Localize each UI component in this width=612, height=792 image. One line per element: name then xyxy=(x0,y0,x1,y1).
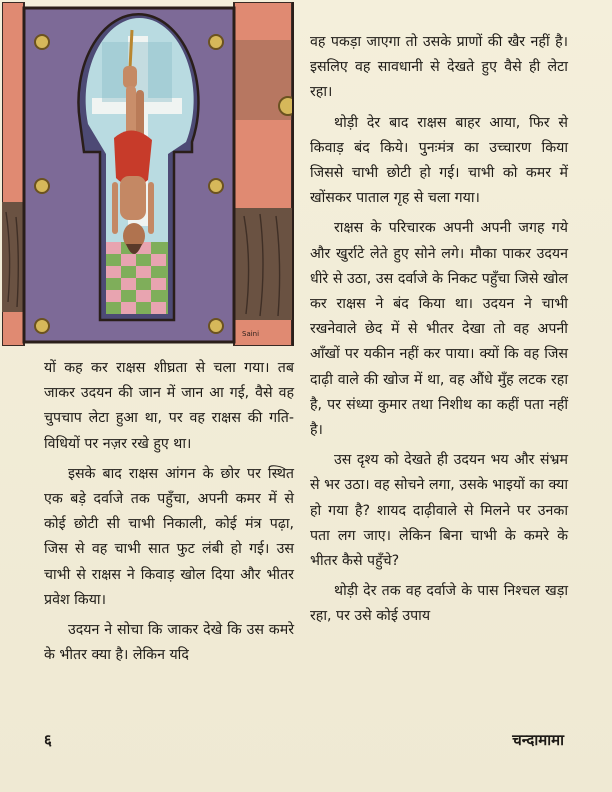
artist-signature: Saini xyxy=(242,330,260,338)
paragraph: उदयन ने सोचा कि जाकर देखे कि उस कमरे के भीतर क्या है। लेकिन यदि xyxy=(44,622,294,664)
paragraph: इसके बाद राक्षस आंगन के छोर पर स्थित एक बड़े दर्वाजे तक पहुँचा, अपनी कमर में से कोई छोटी सी चाभी निकाली, कोई मंत्र पढ़ा, जिस से वह चाभी सात फुट लंबी हो गई। उस चाभी से राक्षस ने किवाड़ खोल दिया और भीतर प्रवेश किया। xyxy=(44,465,294,608)
rope xyxy=(130,30,132,68)
page-number: ६ xyxy=(44,731,52,749)
keyhole-illustration xyxy=(2,2,294,346)
paragraph: राक्षस के परिचारक अपनी अपनी जगह गये और खुर्राटे लेते हुए सोने लगे। मौका पाकर उदयन धीरे से उठा, उस दर्वाजे के निकट पहुँचा जिसे खोल कर राक्षस ने बंद किया था। उदयन ने चाभी रखनेवाले छेद में से भीतर देखा तो वह अपनी आँखों पर यकीन नहीं कर पाया। क्यों कि वह जिस दाढ़ी वाले की खोज में था, वह औंधे मुँह लटक रहा है, पर संध्या कुमार तथा निशीथ का कहीं पता नहीं है। xyxy=(310,220,568,439)
magazine-name: चन्दामामा xyxy=(512,731,564,749)
paragraph: थोड़ी देर तक वह दर्वाजे के पास निश्चल खड़ा रहा, पर उसे कोई उपाय xyxy=(310,583,568,625)
right-text-column xyxy=(310,30,568,630)
paragraph: वह पकड़ा जाएगा तो उसके प्राणों की खैर नहीं है। इसलिए वह सावधानी से देखते हुए वैसे ही लेटा रहा। xyxy=(310,34,568,101)
left-text-column xyxy=(44,356,294,668)
paragraph: यों कह कर राक्षस शीघ्रता से चला गया। तब जाकर उदयन की जान में जान आ गई, वैसे वह चुपचाप लेटा हुआ था, पर वह राक्षस की गति-विधियों पर नज़र रखे हुए था। xyxy=(44,360,294,452)
paragraph: थोड़ी देर बाद राक्षस बाहर आया, फिर से किवाड़ बंद किये। पुनःमंत्र का उच्चारण किया जिससे चाभी छोटी हो गई। चाभी को कमर में खोंसकर पाताल गृह से चला गया। xyxy=(310,114,568,207)
brass-stud xyxy=(35,35,49,49)
paragraph: उस दृश्य को देखते ही उदयन भय और संभ्रम से भर उठा। वह सोचने लगा, उसके भाइयों का क्या हो गया है? शायद दाढ़ीवाले से मिलने पर उनका पता लग जाए। लेकिन बिना चाभी के कमरे के भीतर कैसे पहुँचे? xyxy=(310,452,568,570)
checkered-floor xyxy=(106,242,168,314)
